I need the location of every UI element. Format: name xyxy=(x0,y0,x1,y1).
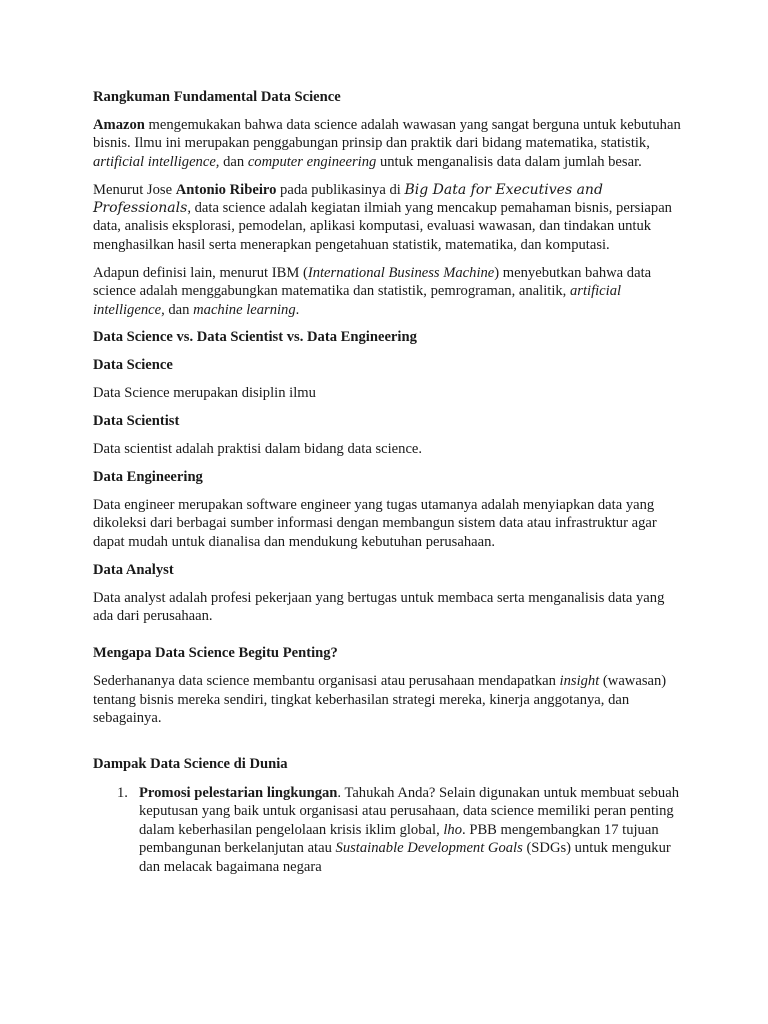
section-heading-importance: Mengapa Data Science Begitu Penting? xyxy=(93,645,338,662)
text-run: , dan xyxy=(161,301,194,318)
text-run: . PBB mengembangkan 17 tujuan pembangunan berkelanjutan atau xyxy=(139,821,659,857)
text-run: dan xyxy=(219,153,248,170)
paragraph-data-analyst: Data analyst adalah profesi pekerjaan yang bertugas untuk membaca serta menganalisis data yang ada dari perusahaan. xyxy=(93,589,665,624)
list-item-number: 1. xyxy=(117,784,128,801)
italic-run: computer engineering xyxy=(247,153,377,170)
italic-run: Big Data for Executives and Professionals xyxy=(93,181,603,217)
italic-run: Sustainable Development Goals xyxy=(335,840,523,857)
italic-run: lho xyxy=(443,821,463,838)
paragraph-amazon-definition xyxy=(93,116,683,171)
text-run: mengemukakan bahwa data science adalah wawasan yang sangat berguna untuk kebutuhan bisnis. Ilmu ini merupakan penggabungan prinsip dan praktik dari bidang matematika, statistik, xyxy=(93,116,681,152)
text-run: . xyxy=(295,301,300,318)
text-run: Sederhananya data science membantu organisasi atau perusahaan mendapatkan xyxy=(93,673,560,690)
paragraph-data-science: Data Science merupakan disiplin ilmu xyxy=(93,385,316,402)
subheading-data-scientist: Data Scientist xyxy=(93,413,180,430)
paragraph-data-scientist: Data scientist adalah praktisi dalam bidang data science. xyxy=(93,441,423,458)
text-run: Menurut Jose xyxy=(93,181,176,198)
document-title: Rangkuman Fundamental Data Science xyxy=(93,89,341,105)
italic-run: artificial intelligence xyxy=(93,283,622,318)
document-page xyxy=(93,88,683,876)
list-item xyxy=(93,784,683,876)
text-run: , data science adalah kegiatan ilmiah yang mencakup pemahaman bisnis, persiapan data, analisis eksplorasi, pemodelan, aplikasi komputasi, evaluasi wawasan, dan tindakan untuk menghasilkan hasil serta menerapkan pengetahuan statistik, matematika, dan komputasi. xyxy=(93,200,672,253)
text-run: (wawasan) tentang bisnis mereka sendiri, tingkat keberhasilan strategi mereka, kinerja anggotanya, dan sebagainya. xyxy=(93,673,667,727)
section-heading-comparison: Data Science vs. Data Scientist vs. Data Engineering xyxy=(93,329,417,346)
text-run: (SDGs) untuk mengukur dan melacak bagaimana negara xyxy=(139,840,671,875)
italic-run: machine learning xyxy=(193,301,296,318)
text-run: untuk menganalisis data dalam jumlah besar. xyxy=(376,153,642,170)
bold-run: Promosi pelestarian lingkungan xyxy=(139,784,338,801)
text-run: ) menyebutkan bahwa data science adalah menggabungkan matematika dan statistik, pemrograman, analitik, xyxy=(93,264,652,300)
subheading-data-analyst: Data Analyst xyxy=(93,561,174,578)
bold-amazon: Amazon xyxy=(93,116,145,133)
paragraph-ibm-definition xyxy=(93,264,683,319)
italic-run: International Business Machine xyxy=(307,264,495,281)
italic-run: insight xyxy=(559,673,600,690)
paragraph-ribeiro-definition xyxy=(93,181,683,255)
section-heading-impact: Dampak Data Science di Dunia xyxy=(93,756,288,773)
text-run: pada publikasinya di xyxy=(276,181,405,198)
impact-list xyxy=(93,784,683,876)
subheading-data-engineering: Data Engineering xyxy=(93,469,203,485)
text-run: . Tahukah Anda? Selain digunakan untuk membuat sebuah keputusan yang baik untuk organisasi atau perusahaan, data science memiliki peran penting dalam keberhasilan pengelolaan krisis iklim global, xyxy=(139,784,679,838)
text-run: Adapun definisi lain, menurut IBM ( xyxy=(93,264,308,281)
italic-run: artificial intelligence, xyxy=(93,153,220,170)
paragraph-importance xyxy=(93,672,683,727)
bold-run: Antonio Ribeiro xyxy=(175,181,277,198)
paragraph-data-engineering: Data engineer merupakan software engineer yang tugas utamanya adalah menyiapkan data yang dikoleksi dari berbagai sumber informasi dengan membangun sistem data atau infrastruktur agar dapat mudah untuk dianalisa dan mendukung kebutuhan perusahaan. xyxy=(93,496,657,550)
subheading-data-science: Data Science xyxy=(93,357,173,374)
